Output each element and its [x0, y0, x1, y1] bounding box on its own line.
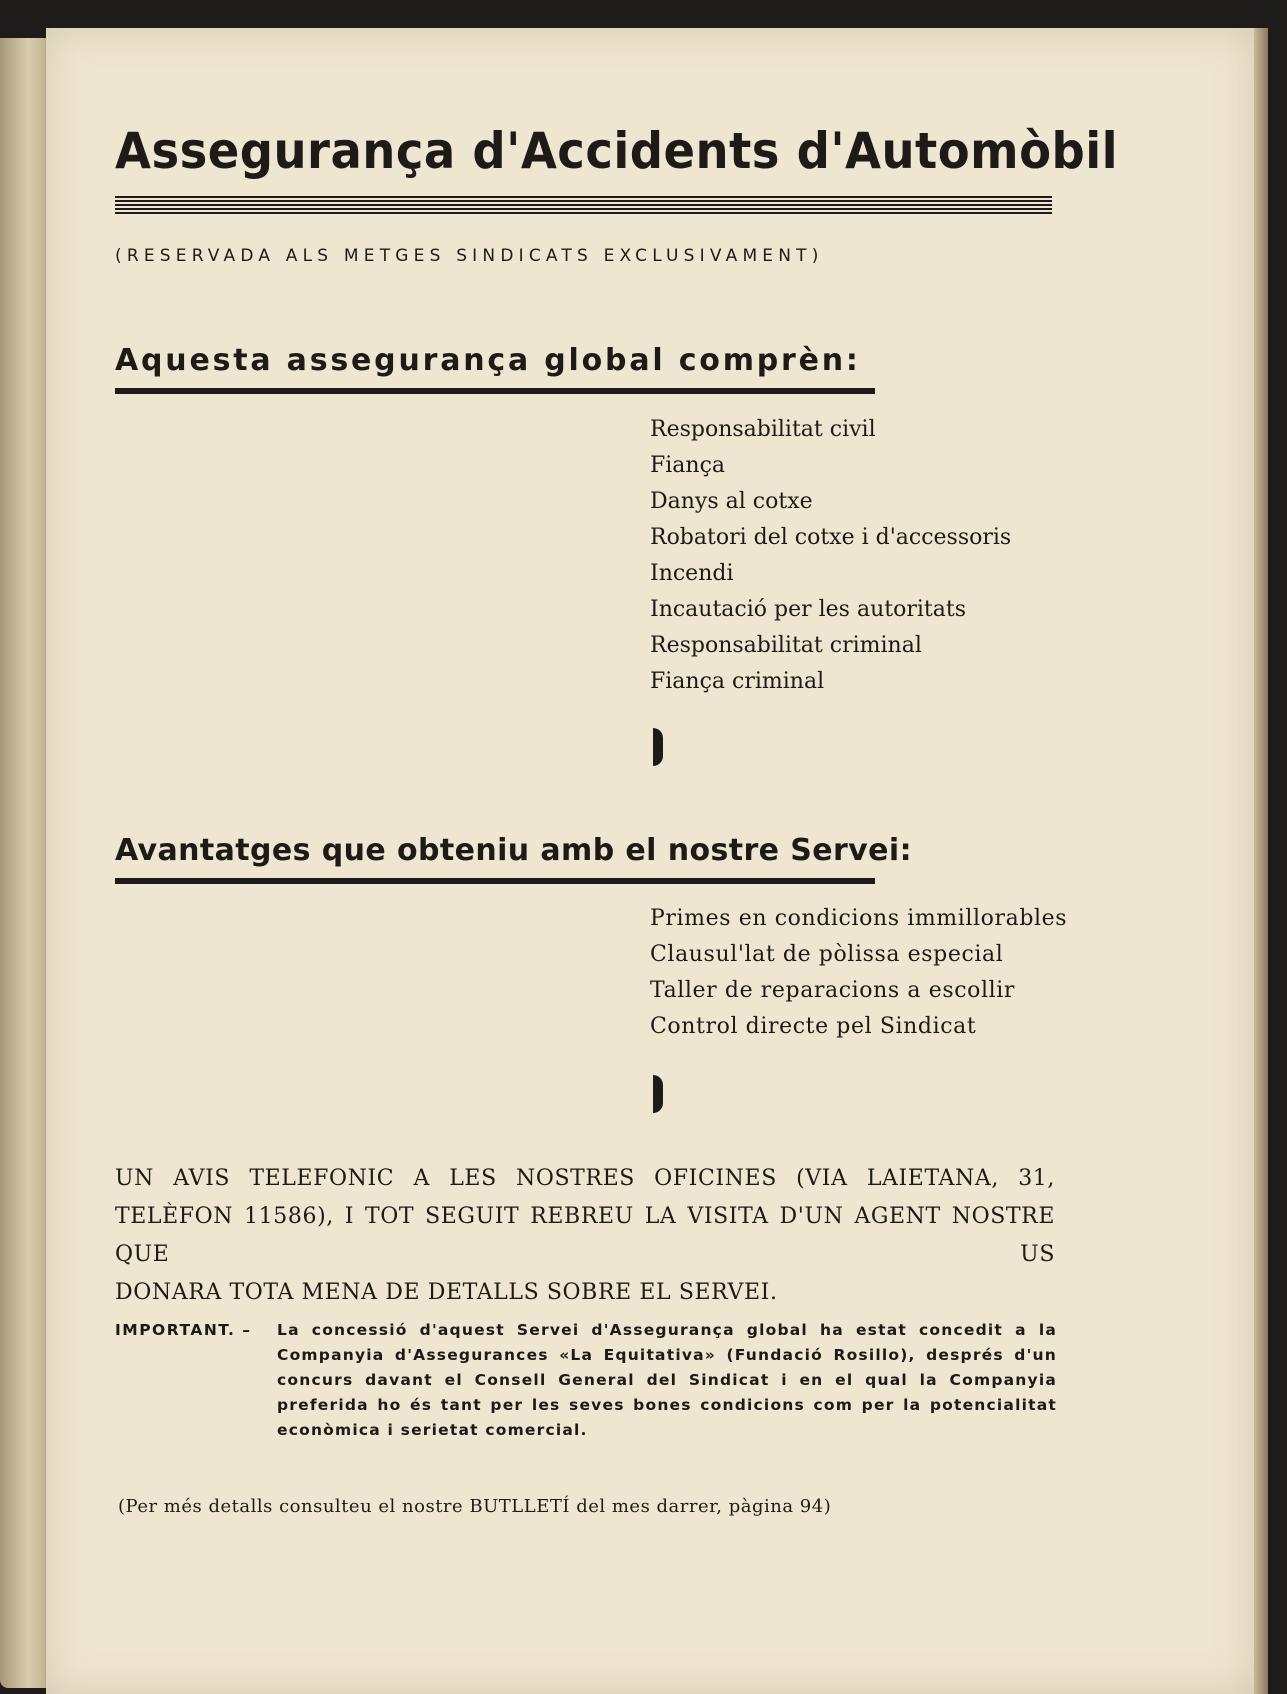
advantage-item: Taller de reparacions a escollir — [650, 978, 1016, 1003]
phone-notice-lead: UN AVIS TELEFONIC A LES NOSTRES OFICINES (VIA LAIETANA, 31, TELÈFON 11586), I TOT SEGUIT REBREU LA VISITA D'UN AGENT NOSTRE QUE US — [115, 1166, 1055, 1267]
coverage-heading: Aquesta assegurança global comprèn: — [115, 343, 861, 378]
coverage-item: Incautació per les autoritats — [650, 597, 966, 622]
coverage-item: Incendi — [650, 561, 734, 586]
phone-notice-last-line: DONARA TOTA MENA DE DETALLS SOBRE EL SERVEI. — [115, 1280, 778, 1305]
subtitle: (RESERVADA ALS METGES SINDICATS EXCLUSIVAMENT) — [115, 246, 824, 266]
half-moon-ornament — [653, 728, 663, 766]
coverage-item: Responsabilitat civil — [650, 417, 876, 442]
page-edge — [1254, 28, 1268, 1694]
coverage-list — [650, 412, 1055, 700]
half-moon-ornament — [653, 1075, 663, 1113]
important-text: La concessió d'aquest Servei d'Assegurança global ha estat concedit a la Companyia d'Assegurances «La Equitativa» (Fundació Rosillo), després d'un concurs davant el Consell General del Sindicat i en el qual la Companyia preferida ho és tant per les seves bones condicions com per la potencialitat econòmica i serietat comercial. — [277, 1321, 1057, 1439]
advantages-heading: Avantatges que obteniu amb el nostre Servei: — [115, 833, 912, 868]
advantage-item: Clausul'lat de pòlissa especial — [650, 942, 1004, 967]
advantages-list — [650, 901, 1068, 1045]
important-label: IMPORTANT. – — [115, 1321, 252, 1339]
advantage-item: Control directe pel Sindicat — [650, 1014, 977, 1039]
coverage-item: Robatori del cotxe i d'accessoris — [650, 525, 1012, 550]
phone-notice — [115, 1160, 1055, 1312]
left-page-edge — [0, 38, 52, 1688]
coverage-item: Danys al cotxe — [650, 489, 813, 514]
page-title: Assegurança d'Accidents d'Automòbil — [115, 122, 1119, 180]
important-note — [115, 1318, 1057, 1443]
coverage-item: Fiança — [650, 453, 726, 478]
coverage-item: Fiança criminal — [650, 669, 825, 694]
coverage-heading-rule — [115, 388, 875, 394]
advantage-item: Primes en condicions immillorables — [650, 906, 1068, 931]
coverage-item: Responsabilitat criminal — [650, 633, 922, 658]
title-rule — [115, 196, 1052, 214]
footer-note: (Per més detalls consulteu el nostre BUTLLETÍ del mes darrer, pàgina 94) — [118, 1496, 832, 1517]
advantages-heading-rule — [115, 878, 875, 884]
